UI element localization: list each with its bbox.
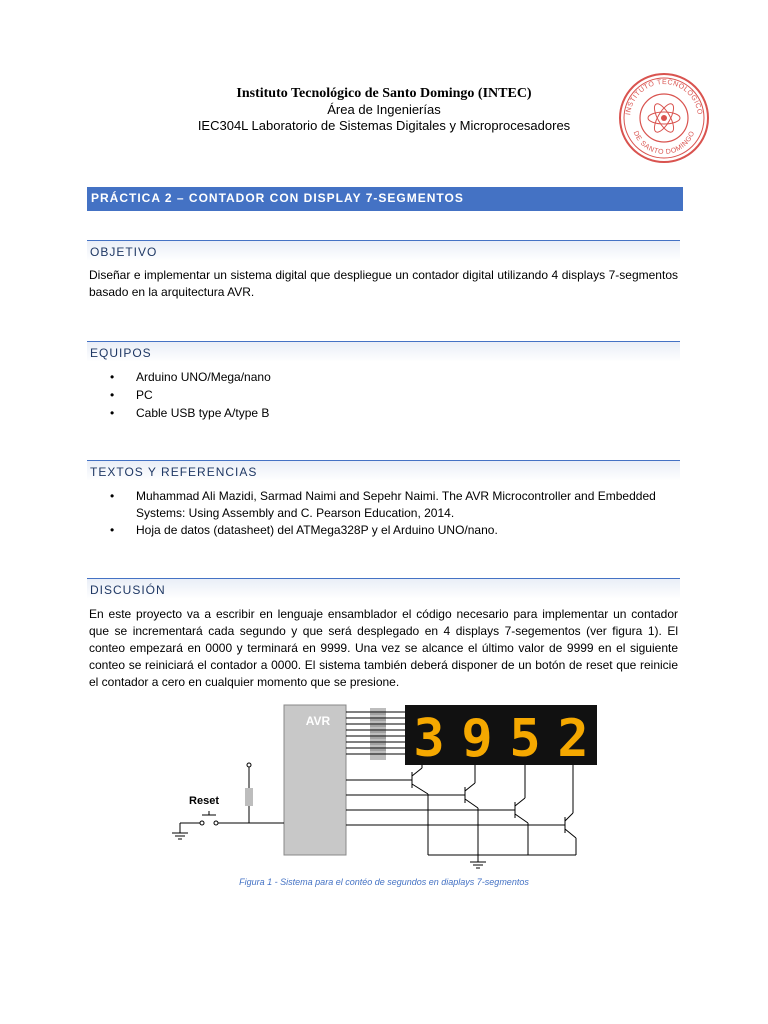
seven-segment-displays <box>405 705 597 769</box>
equipos-list <box>110 368 670 422</box>
section-discusion-header <box>87 578 680 599</box>
intec-seal-logo <box>618 72 710 164</box>
reset-label: Reset <box>189 795 219 807</box>
svg-text:INSTITUTO TECNOLÓGICO: INSTITUTO TECNOLÓGICO <box>625 78 703 116</box>
area-name: Área de Ingenierías <box>327 102 441 117</box>
avr-label: AVR <box>305 714 331 728</box>
discusion-text: En este proyecto va a escribir en lenguaje ensamblador el código necesario para implementar un contador que se incrementará cada segundo y que será desplegado en 4 displays 7-segementos (ver figura 1). El conteo empezará en 0000 y terminará en 9999. Una vez se alcance el último valor de 9999 en el siguiente conteo se reiniciará el contador a 0000. El sistema también deberá disponer de un botón de reset que reinicie el contador a cero en cualquier momento que se presione. <box>89 607 678 689</box>
institution-name: Instituto Tecnológico de Santo Domingo (INTEC) <box>236 86 532 101</box>
section-equipos-title: EQUIPOS <box>90 346 152 360</box>
section-discusion-title: DISCUSIÓN <box>90 583 166 597</box>
textos-list <box>110 488 680 539</box>
section-objetivo-title: OBJETIVO <box>90 245 158 259</box>
display-digit-1: 3 <box>413 709 445 769</box>
list-item: • PC <box>110 386 670 404</box>
list-item: • Muhammad Ali Mazidi, Sarmad Naimi and Sepehr Naimi. The AVR Microcontroller and Embedded Systems: Using Assembly and C. Pearson Education, 2014. <box>110 488 680 522</box>
section-textos-title: TEXTOS Y REFERENCIAS <box>90 465 258 479</box>
section-objetivo-header <box>87 240 680 261</box>
display-digit-4: 2 <box>557 709 589 769</box>
display-digit-2: 9 <box>461 709 493 769</box>
list-item: • Hoja de datos (datasheet) del ATMega328P y el Arduino UNO/nano. <box>110 522 680 539</box>
practice-title: PRÁCTICA 2 – CONTADOR CON DISPLAY 7-SEGMENTOS <box>91 191 464 205</box>
display-digit-3: 5 <box>509 709 541 769</box>
course-name: IEC304L Laboratorio de Sistemas Digitales y Microprocesadores <box>197 118 571 133</box>
section-equipos-header <box>87 341 680 362</box>
resistor-array <box>370 708 386 760</box>
practice-title-bar <box>87 187 683 211</box>
list-item: • Arduino UNO/Mega/nano <box>110 368 670 386</box>
svg-text:DE SANTO DOMINGO: DE SANTO DOMINGO <box>631 130 697 157</box>
circuit-diagram <box>160 700 610 870</box>
section-textos-header <box>87 460 680 481</box>
figure-caption: Figura 1 - Sistema para el contéo de segundos en diaplays 7-segmentos <box>239 877 529 887</box>
digit-driver-transistors <box>346 765 576 868</box>
list-item: • Cable USB type A/type B <box>110 404 670 422</box>
objetivo-text: Diseñar e implementar un sistema digital que despliegue un contador digital utilizando 4 displays 7-segmentos basado en la arquitectura AVR. <box>89 268 678 299</box>
